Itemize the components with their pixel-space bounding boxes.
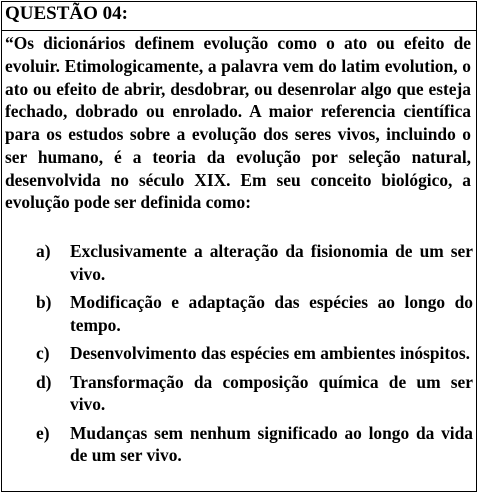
question-stem: “Os dicionários definem evolução como o ato ou efeito de evoluir. Etimologicamente, a palavra vem do latim evolution, o ato ou efeito de abrir, desdobrar, ou desenrolar algo que esteja fechado, dobrado ou enrolado. A maior referencia científica para os estudos sobre a evolução dos seres vivos, incluindo o ser humano, é a teoria da evolução por seleção natural, desenvolvida no século XIX. Em seu conceito biológico, a evolução pode ser definida como:	[5, 33, 471, 213]
option-text: Desenvolvimento das espécies em ambientes inóspitos.	[70, 343, 470, 363]
option-e[interactable]	[36, 422, 473, 467]
option-text: Modificação e adaptação das espécies ao longo do tempo.	[70, 292, 473, 335]
option-c[interactable]	[36, 342, 473, 365]
option-text: Transformação da composição química de um ser vivo.	[70, 371, 473, 414]
title-divider	[2, 30, 476, 31]
option-letter: e)	[36, 422, 50, 443]
option-a[interactable]	[36, 240, 473, 285]
option-text: Exclusivamente a alteração da fisionomia de um ser vivo.	[70, 241, 473, 284]
question-title: QUESTÃO 04:	[5, 3, 128, 24]
option-b[interactable]	[36, 291, 473, 336]
option-letter: d)	[36, 371, 52, 392]
option-d[interactable]	[36, 371, 473, 416]
option-letter: c)	[36, 343, 50, 363]
option-text: Mudanças sem nenhum significado ao longo da vida de um ser vivo.	[70, 422, 473, 465]
option-letter: a)	[36, 241, 51, 261]
answer-options	[36, 240, 473, 473]
option-letter: b)	[36, 292, 52, 312]
